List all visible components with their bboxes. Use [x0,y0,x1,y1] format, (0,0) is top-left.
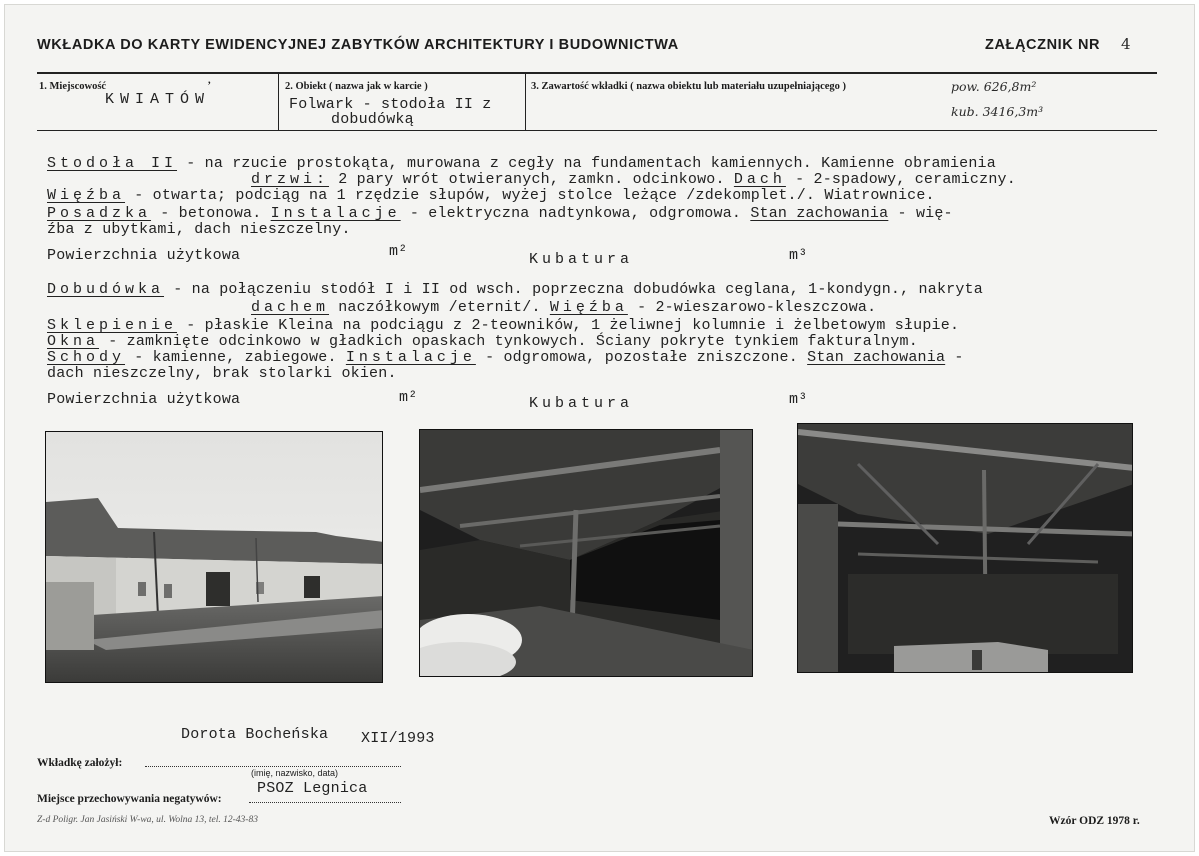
s1-line2 [251,171,1016,188]
s2-area-unit: m² [399,389,418,406]
s1-area-unit: m² [389,243,408,260]
s2-line3 [47,317,959,334]
s1-heading-wiezba: Więźba [47,187,126,204]
s2-heading-stan: Stan zachowania [807,349,946,366]
field-divider-1 [278,73,279,130]
s1-heading-stan: Stan zachowania [750,205,889,222]
s1-text: 2 pary wrót otwieranych, zamkn. odcinkowo. [329,171,734,188]
locality-value: KWIATÓW [105,91,211,108]
s2-heading-wiezba: Więźba [549,299,628,316]
s2-heading-schody: Schody [47,349,126,366]
s1-text: - elektryczna nadtynkowa, odgromowa. [400,205,751,222]
s2-heading-dobudowka: Dobudówka [47,281,165,298]
header-top-rule [37,72,1157,74]
photo-interior-2-image [798,424,1133,673]
made-by-line [145,766,401,767]
s2-text: - zamknięte odcinkowo w gładkich opaskach tynkowych. Ściany pokryte tynkiem fakturalnym. [99,333,918,350]
s1-volume-label: Kubatura [529,251,634,268]
s1-heading-instalacje: Instalacje [270,205,401,222]
attachment-label: ZAŁĄCZNIK NR [985,37,1101,53]
photo-interior-1 [419,429,753,677]
object-value-line2: dobudówką [331,111,414,128]
author-typed: Dorota Bocheńska [181,726,329,743]
s2-heading-dachem: dachem [251,299,330,316]
photo-exterior [45,431,383,683]
storage-value: PSOZ Legnica [257,780,368,797]
s1-text: - 2-spadowy, ceramiczny. [785,171,1016,188]
s1-heading-drzwi: drzwi: [251,171,330,188]
s1-line1 [47,155,996,172]
field-divider-2 [525,73,526,130]
area-note: pow. 626,8m² [951,79,1037,94]
object-label: 2. Obiekt ( nazwa jak w karcie ) [285,81,428,92]
s2-text: - [945,349,964,366]
storage-label: Miejsce przechowywania negatywów: [37,793,222,805]
s2-line4 [47,333,918,350]
s1-area-label: Powierzchnia użytkowa [47,247,241,264]
s2-text: naczółkowym /eternit/. [329,299,550,316]
s1-heading-dach: Dach [733,171,786,188]
s2-volume-unit: m³ [789,391,808,408]
s2-line6: dach nieszczelny, brak stolarki okien. [47,365,397,382]
photo-exterior-image [46,432,383,683]
form-number: Wzór ODZ 1978 r. [1049,815,1140,827]
s2-text: - 2-wieszarowo-kleszczowa. [627,299,877,316]
made-by-caption: (imię, nazwisko, data) [251,768,339,778]
s1-heading-stodola: Stodoła II [47,155,178,172]
s2-text: - odgromowa, pozostałe zniszczone. [475,349,808,366]
comma-mark: , [208,75,211,86]
form-sheet [4,4,1195,852]
s1-volume-unit: m³ [789,247,808,264]
form-title: WKŁADKA DO KARTY EWIDENCYJNEJ ZABYTKÓW ARCHITEKTURY I BUDOWNICTWA [37,37,679,53]
s2-text: - na połączeniu stodół I i II od wsch. poprzeczna dobudówka ceglana, 1-kondygn., nakryta [164,281,983,298]
date-typed: XII/1993 [361,730,435,747]
s1-heading-posadzka: Posadzka [47,205,152,222]
s1-line5: źba z ubytkami, dach nieszczelny. [47,221,351,238]
photo-interior-2 [797,423,1133,673]
printer-note: Z-d Poligr. Jan Jasiński W-wa, ul. Wolna 13, tel. 12-43-83 [37,815,258,825]
s1-line3 [47,187,935,204]
locality-label: 1. Miejscowość [39,81,107,92]
s1-text: - wię- [888,205,953,222]
volume-note: kub. 3416,3m³ [951,104,1044,119]
made-by-label: Wkładkę założył: [37,757,123,769]
s1-text: - otwarta; podciąg na 1 rzędzie słupów, wyżej stolce leżące /zdekomplet./. Wiatrownice. [125,187,935,204]
attachment-number: 4 [1121,35,1131,53]
s2-volume-label: Kubatura [529,395,634,412]
s2-heading-sklepienie: Sklepienie [47,317,178,334]
s1-line4 [47,205,953,222]
s2-heading-instalacje: Instalacje [345,349,476,366]
header-bottom-rule [37,130,1157,131]
s1-text: - na rzucie prostokąta, murowana z cegły na fundamentach kamiennych. Kamienne obramienia [177,155,996,172]
s2-line5 [47,349,964,366]
s2-text: - kamienne, zabiegowe. [125,349,346,366]
s1-text: - betonowa. [151,205,271,222]
s2-area-label: Powierzchnia użytkowa [47,391,241,408]
s2-line1 [47,281,983,298]
s2-heading-okna: Okna [47,333,100,350]
object-value-line1: Folwark - stodoła II z [289,96,492,113]
s2-line2 [251,299,876,316]
content-label: 3. Zawartość wkładki ( nazwa obiektu lub materiału uzupełniającego ) [531,81,847,92]
s2-text: - płaskie Kleina na podciągu z 2-teowników, 1 żeliwnej kolumnie i żelbetowym słupie. [177,317,960,334]
photo-interior-1-image [420,430,753,677]
storage-line [249,802,401,803]
